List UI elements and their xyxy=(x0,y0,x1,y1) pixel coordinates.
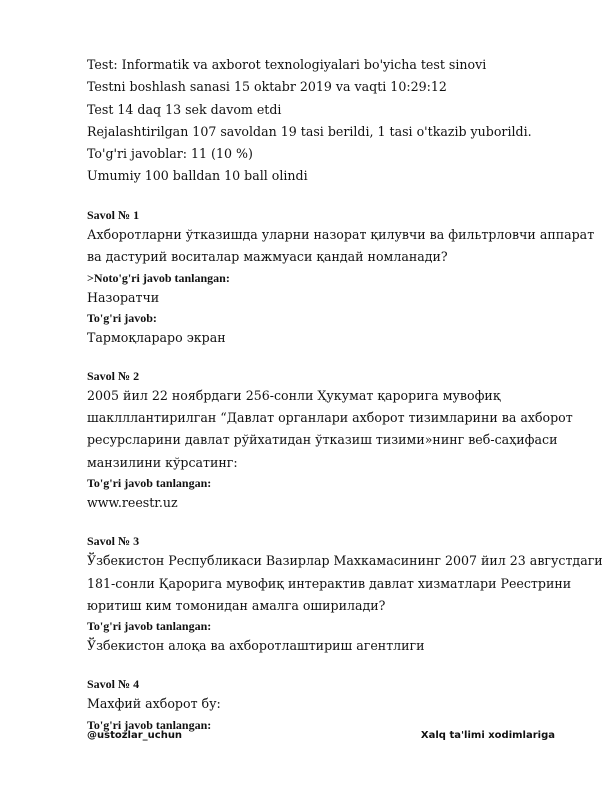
question-text-line: Ахборотларни ўтказишда уларни назорат қилувчи ва фильтрловчи аппарат xyxy=(87,226,595,242)
question-text-line: шаклллантирилган “Давлат органлари ахборот тизимларини ва ахборот xyxy=(87,410,573,425)
selected-answer-label: To'g'ri javob tanlangan: xyxy=(87,619,212,634)
question-text-line: 2005 йил 22 ноябрдаги 256-сонли Ҳукумат қарорига мувофиқ xyxy=(87,387,501,403)
question-text-line: ресурсларини давлат рўйхатидан ўтказиш тизими»нинг веб-саҳифаси xyxy=(87,432,558,448)
question-title: Savol № 4 xyxy=(87,677,140,692)
question-title: Savol № 2 xyxy=(87,368,140,383)
selected-answer-label: To'g'ri javob tanlangan: xyxy=(87,476,212,491)
test-start-date: Testni boshlash sanasi 15 oktabr 2019 va vaqti 10:29:12 xyxy=(87,79,447,95)
selected-answer: www.reestr.uz xyxy=(87,495,178,511)
selected-answer: Ўзбекистон алоқа ва ахборотлаштириш агентлиги xyxy=(87,638,425,654)
question-1 xyxy=(87,206,595,349)
correct-answer-label: To'g'ri javob: xyxy=(87,310,157,325)
selected-answer: Назоратчи xyxy=(87,289,160,305)
question-title: Savol № 3 xyxy=(87,534,140,549)
test-duration: Test 14 daq 13 sek davom etdi xyxy=(87,101,282,117)
test-results-page xyxy=(87,54,603,734)
correct-answer: Тармоқлараро экран xyxy=(87,329,226,345)
selected-answer-label: >Noto'g'ri javob tanlangan: xyxy=(87,270,230,285)
test-name: Test: Informatik va axborot texnologiyalari bo'yicha test sinovi xyxy=(87,57,487,72)
question-text-line: ва дастурий воситалар мажмуаси қандай номланади? xyxy=(87,249,448,265)
question-text-line: юритиш ким томонидан амалга оширилади? xyxy=(87,598,386,614)
total-score: Umumiy 100 balldan 10 ball olindi xyxy=(87,168,308,184)
question-text-line: манзилини кўрсатинг: xyxy=(87,454,238,470)
test-summary xyxy=(87,54,567,188)
questions-summary: Rejalashtirilgan 107 savoldan 19 tasi berildi, 1 tasi o'tkazib yuborildi. xyxy=(87,123,532,139)
question-text-line: 181-сонли Қарорига мувофиқ интерактив давлат хизматлари Реестрини xyxy=(87,575,572,591)
question-4 xyxy=(87,675,567,733)
selected-answer-label: To'g'ri javob tanlangan: xyxy=(87,717,212,732)
question-text-line: Махфий ахборот бу: xyxy=(87,696,221,712)
question-title: Savol № 1 xyxy=(87,207,140,222)
question-2 xyxy=(87,367,573,515)
page-footer xyxy=(87,730,555,741)
question-3 xyxy=(87,532,603,657)
footer-channel-handle: @ustozlar_uchun xyxy=(87,730,183,741)
correct-answers-count: To'g'ri javoblar: 11 (10 %) xyxy=(87,146,253,162)
footer-audience-note: Xalq ta'limi xodimlariga xyxy=(420,730,555,741)
question-text-line: Ўзбекистон Республикаси Вазирлар Махкамасининг 2007 йил 23 августдаги xyxy=(87,553,603,569)
